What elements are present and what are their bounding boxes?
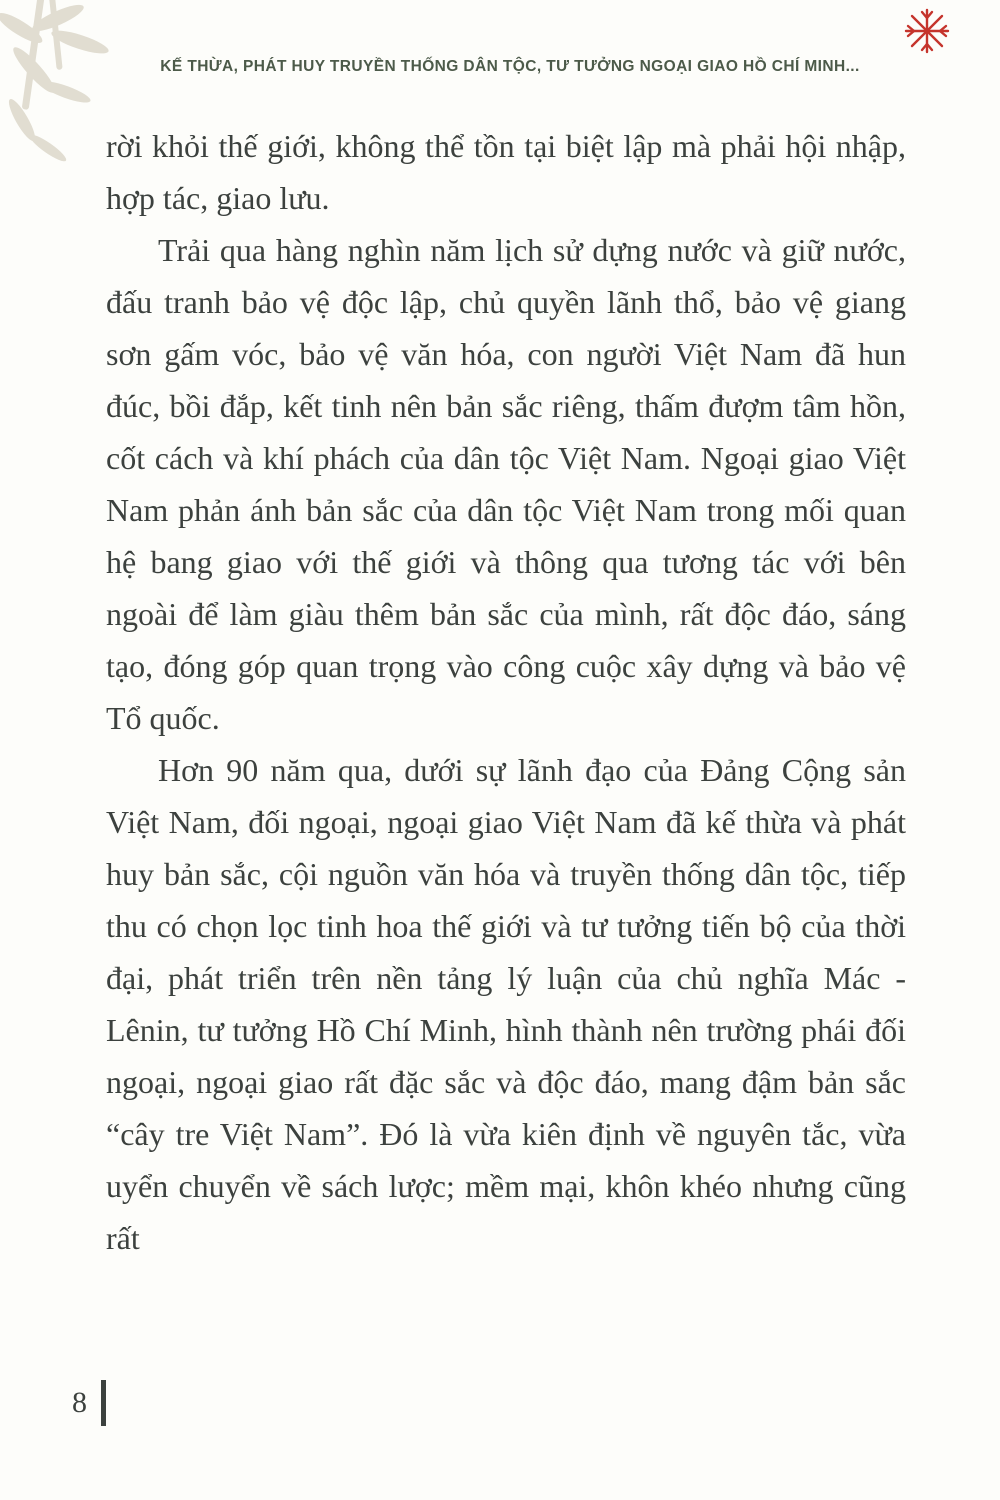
page-body <box>106 120 906 1264</box>
page-number-rule <box>101 1380 106 1426</box>
paragraph: Trải qua hàng nghìn năm lịch sử dựng nước và giữ nước, đấu tranh bảo vệ độc lập, chủ quyền lãnh thổ, bảo vệ giang sơn gấm vóc, bảo vệ văn hóa, con người Việt Nam đã hun đúc, bồi đắp, kết tinh nên bản sắc riêng, thấm đượm tâm hồn, cốt cách và khí phách của dân tộc Việt Nam. Ngoại giao Việt Nam phản ánh bản sắc của dân tộc Việt Nam trong mối quan hệ bang giao với thế giới và thông qua tương tác với bên ngoài để làm giàu thêm bản sắc của mình, rất độc đáo, sáng tạo, đóng góp quan trọng vào công cuộc xây dựng và bảo vệ Tổ quốc. <box>106 232 906 736</box>
publisher-emblem-icon <box>902 6 952 56</box>
running-head: KẾ THỪA, PHÁT HUY TRUYỀN THỐNG DÂN TỘC, TƯ TƯỞNG NGOẠI GIAO HỒ CHÍ MINH... <box>160 58 860 75</box>
paragraph-continuation: rời khỏi thế giới, không thể tồn tại biệt lập mà phải hội nhập, hợp tác, giao lưu. <box>106 128 906 216</box>
page-number: 8 <box>72 1386 87 1419</box>
paragraph: Hơn 90 năm qua, dưới sự lãnh đạo của Đảng Cộng sản Việt Nam, đối ngoại, ngoại giao Việt Nam đã kế thừa và phát huy bản sắc, cội nguồn văn hóa và truyền thống dân tộc, tiếp thu có chọn lọc tinh hoa thế giới và tư tưởng tiến bộ của thời đại, phát triển trên nền tảng lý luận của chủ nghĩa Mác - Lênin, tư tưởng Hồ Chí Minh, hình thành nên trường phái đối ngoại, ngoại giao rất đặc sắc và độc đáo, mang đậm bản sắc “cây tre Việt Nam”. Đó là vừa kiên định về nguyên tắc, vừa uyển chuyển về sách lược; mềm mại, khôn khéo nhưng cũng rất <box>106 752 906 1256</box>
page-footer <box>72 1380 106 1426</box>
